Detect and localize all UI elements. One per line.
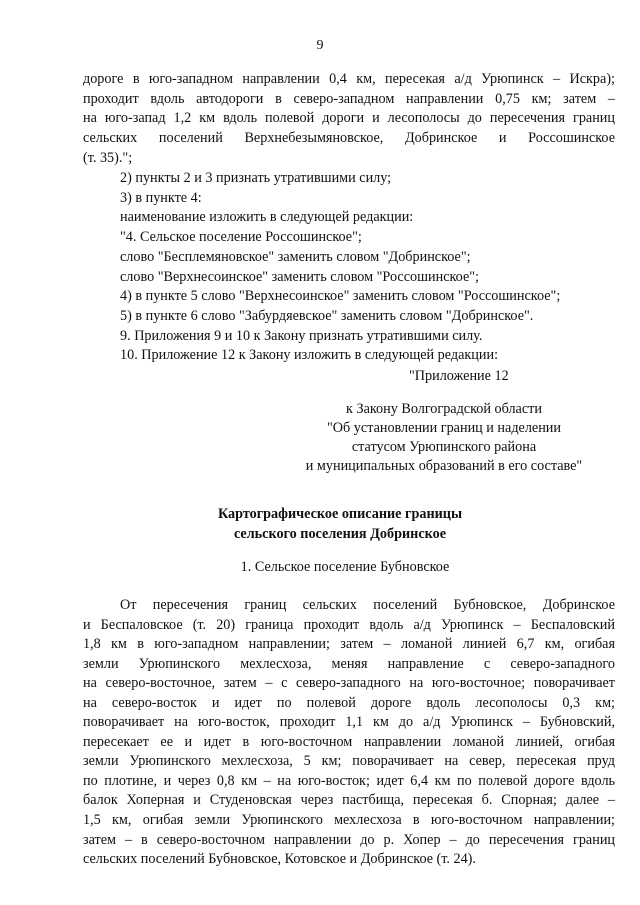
document-title [0, 505, 640, 544]
title-line: Картографическое описание границы [217, 506, 463, 522]
section-heading: 1. Сельское поселение Бубновское [240, 559, 450, 575]
text-line: 1,8 км в юго-западном направлении; затем – ломаной линией 6,7 км, огибая [83, 636, 615, 653]
amendment-item: 10. Приложение 12 к Закону изложить в следующей редакции: [120, 347, 499, 364]
text-line: балок Хоперная и Студеновская через пастбища, пересекая б. Спорная; далее – [83, 792, 615, 809]
text-line: затем – в северо-восточном направлении до р. Хопер – до пересечения границ [83, 831, 615, 848]
text-line: земли Урюпинского мехлесхоза, меняя направление с северо-западного [83, 655, 615, 672]
amendment-item: наименование изложить в следующей редакции: [120, 209, 414, 226]
amendment-item: 5) в пункте 6 слово "Забурдяевское" заменить словом "Добринское". [120, 307, 534, 324]
appendix-line: и муниципальных образований в его составе" [305, 458, 583, 474]
appendix-label: "Приложение 12 [409, 368, 509, 384]
text-line: на северо-восточное, затем – с северо-западного на юго-восточное; поворачивает [83, 675, 615, 692]
text-line: земли Урюпинского мехлесхоза, 5 км; поворачивает на север, пересекая пруд [83, 753, 615, 770]
appendix-reference [274, 400, 614, 476]
text-line: на северо-восток и идет по полевой дороге вдоль лесополосы 0,3 км; [83, 694, 615, 711]
text-line: проходит вдоль автодороги в северо-западном направлении 0,75 км; затем – [83, 90, 615, 107]
text-line: поворачивает на юго-восток, проходит 1,1 км до а/д Урюпинск – Бубновский, [83, 714, 615, 731]
title-line: сельского поселения Добринское [233, 525, 447, 542]
page-number: 9 [316, 38, 324, 53]
continuation-paragraph [83, 70, 615, 169]
amendment-item: слово "Бесплемяновское" заменить словом "Добринское"; [120, 248, 471, 265]
text-line: и Беспаловское (т. 20) граница проходит вдоль а/д Урюпинск – Беспаловский [83, 616, 615, 633]
text-line: От пересечения границ сельских поселений Бубновское, Добринское [120, 597, 615, 613]
amendment-item: 9. Приложения 9 и 10 к Закону признать утратившими силу. [120, 327, 483, 344]
amendment-item: слово "Верхнесоинское" заменить словом "Россошинское"; [120, 268, 479, 285]
amendment-item: 3) в пункте 4: [120, 189, 202, 206]
appendix-line: к Закону Волгоградской области [346, 401, 542, 417]
text-line: пересекает ее и идет в юго-восточном направлении ломаной линией, огибая [83, 733, 615, 750]
body-paragraph [83, 596, 615, 870]
appendix-line: "Об установлении границ и наделении [327, 420, 561, 436]
amendment-item: "4. Сельское поселение Россошинское"; [120, 229, 362, 246]
text-line: дороге в юго-западном направлении 0,4 км, пересекая а/д Урюпинск – Искра); [83, 71, 615, 87]
amendments-list [83, 169, 615, 366]
text-line: сельских поселений Верхнебезымяновское, Добринское и Россошинское [83, 130, 615, 147]
text-line: по плотине, и через 0,8 км – на юго-восток; идет 6,4 км по полевой дороге вдоль [83, 772, 615, 789]
appendix-line: статусом Урюпинского района [351, 439, 537, 455]
text-line: на юго-запад 1,2 км вдоль полевой дороги и лесополосы до пересечения границ [83, 110, 615, 127]
amendment-item: 4) в пункте 5 слово "Верхнесоинское" заменить словом "Россошинское"; [120, 288, 561, 305]
text-line: (т. 35)."; [83, 149, 133, 166]
text-line: 1,5 км, огибая земли Урюпинского мехлесхоза в юго-восточном направлении; [83, 812, 615, 829]
text-line: сельских поселений Бубновское, Котовское и Добринское (т. 24). [83, 851, 476, 868]
amendment-item: 2) пункты 2 и 3 признать утратившими силу; [120, 170, 392, 186]
